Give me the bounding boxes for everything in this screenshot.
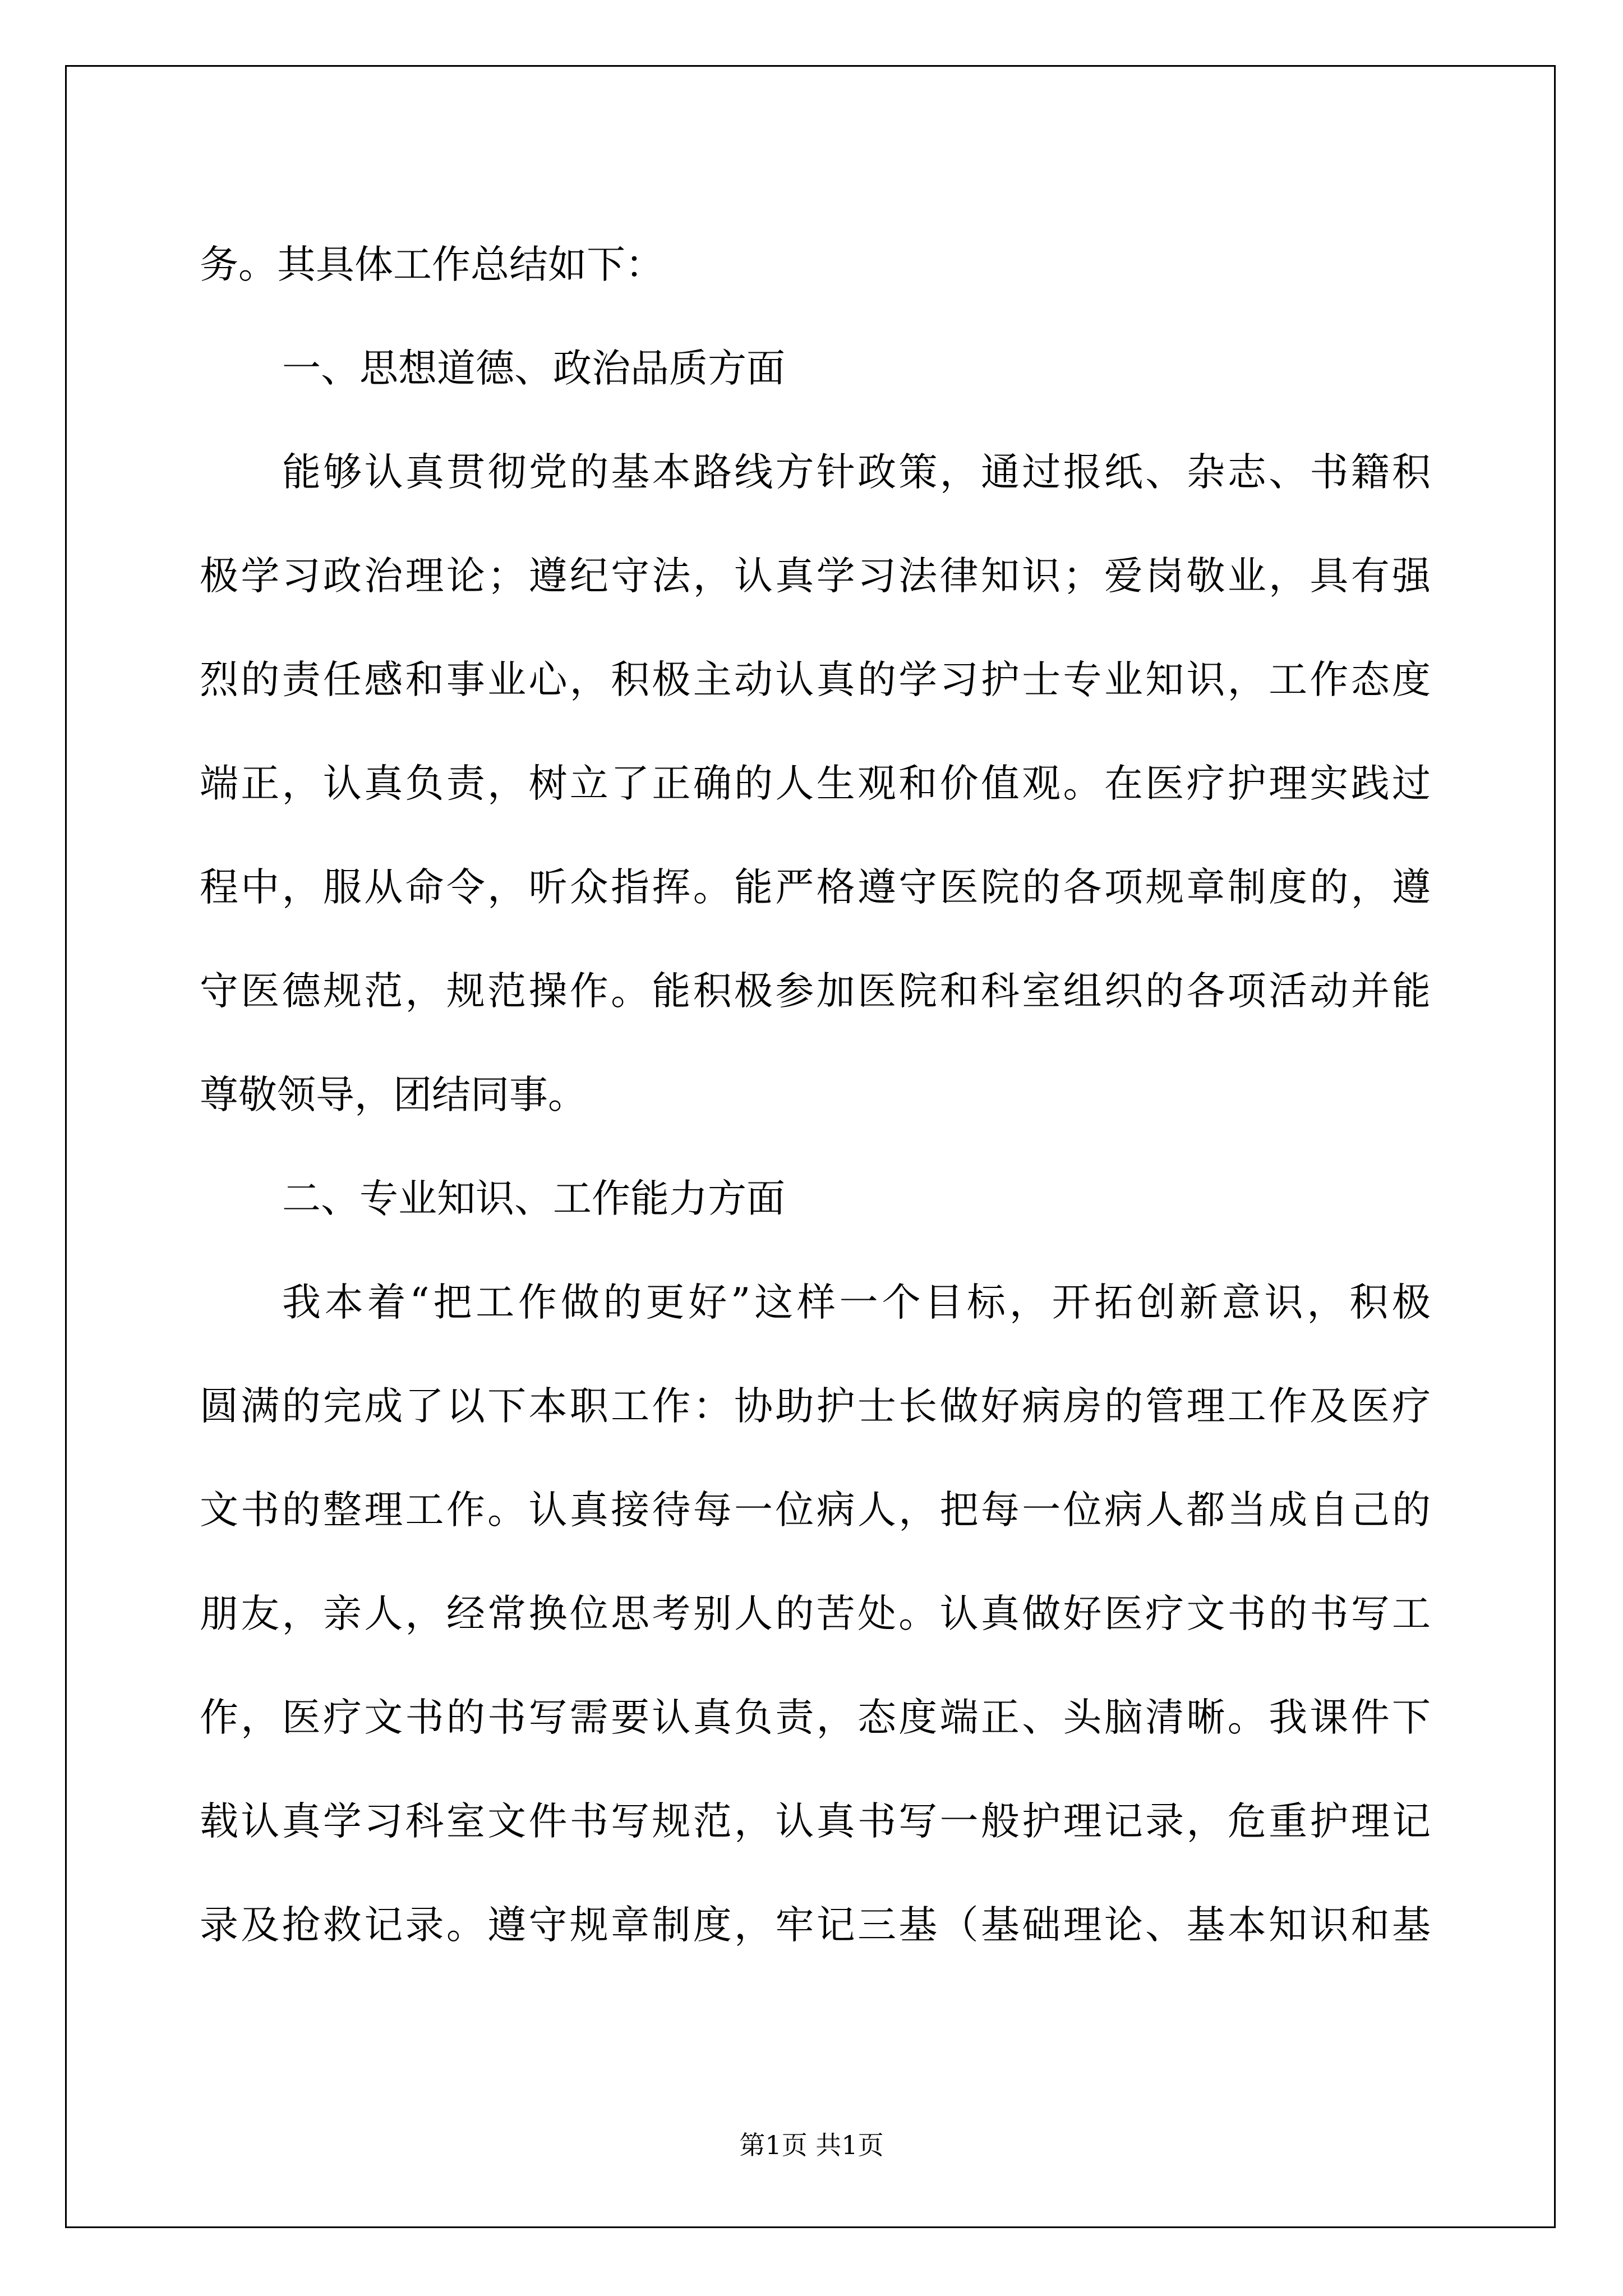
section-heading: 一、思想道德、政治品质方面: [282, 346, 785, 391]
paragraph-line: 务。其具体工作总结如下：: [200, 242, 664, 287]
paragraph-line: 尊敬领导，团结同事。: [200, 1073, 587, 1117]
paragraph-line: 能够认真贯彻党的基本路线方针政策，通过报纸、杂志、书籍积: [282, 450, 1431, 495]
paragraph-line: 极学习政治理论；遵纪守法，认真学习法律知识；爱岗敬业，具有强: [200, 554, 1431, 599]
paragraph-line: 载认真学习科室文件书写规范，认真书写一般护理记录，危重护理记: [200, 1799, 1431, 1844]
paragraph-line: 程中，服从命令，听众指挥。能严格遵守医院的各项规章制度的，遵: [200, 865, 1431, 910]
paragraph-line: 圆满的完成了以下本职工作：协助护士长做好病房的管理工作及医疗: [200, 1384, 1431, 1429]
paragraph-line: 守医德规范，规范操作。能积极参加医院和科室组织的各项活动并能: [200, 969, 1431, 1014]
paragraph-line: 烈的责任感和事业心，积极主动认真的学习护士专业知识，工作态度: [200, 657, 1431, 702]
paragraph-line: 端正，认真负责，树立了正确的人生观和价值观。在医疗护理实践过: [200, 761, 1431, 806]
page-footer: 第1页 共1页: [739, 2130, 884, 2160]
document-body: [200, 213, 1431, 1977]
section-heading: 二、专业知识、工作能力方面: [282, 1176, 785, 1221]
paragraph-line: 作，医疗文书的书写需要认真负责，态度端正、头脑清晰。我课件下: [200, 1695, 1431, 1740]
paragraph-line: 录及抢救记录。遵守规章制度，牢记三基（基础理论、基本知识和基: [200, 1903, 1431, 1948]
paragraph-line: 文书的整理工作。认真接待每一位病人，把每一位病人都当成自己的: [200, 1488, 1431, 1533]
paragraph-line: 我本着“把工作做的更好”这样一个目标，开拓创新意识，积极: [282, 1280, 1431, 1325]
paragraph-line: 朋友，亲人，经常换位思考别人的苦处。认真做好医疗文书的书写工: [200, 1591, 1431, 1636]
